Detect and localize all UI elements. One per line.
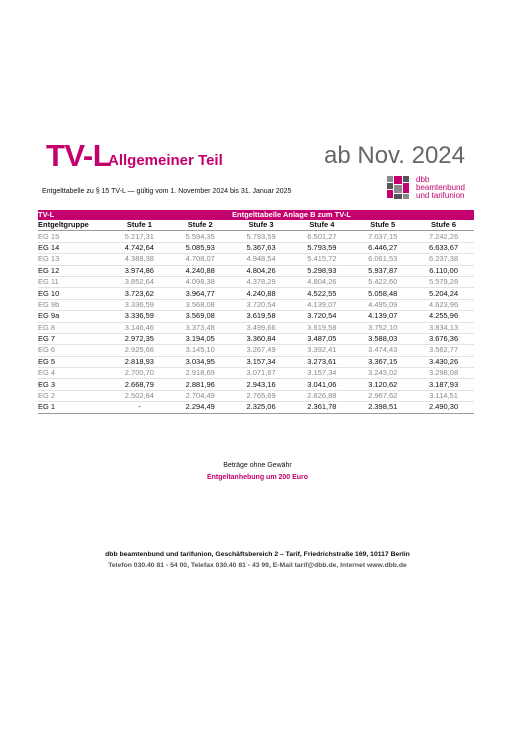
row-group-label: EG 15 bbox=[38, 231, 109, 242]
salary-cell: 5.367,63 bbox=[231, 242, 292, 253]
table-row bbox=[38, 254, 474, 265]
table-row bbox=[38, 345, 474, 356]
salary-cell: 3.373,48 bbox=[170, 322, 231, 333]
document-subtitle: Allgemeiner Teil bbox=[108, 152, 223, 169]
row-group-label: EG 11 bbox=[38, 276, 109, 287]
salary-cell: 6.446,27 bbox=[352, 242, 413, 253]
salary-cell: 2.818,93 bbox=[109, 356, 170, 367]
salary-cell: 2.972,35 bbox=[109, 333, 170, 344]
salary-cell: 3.588,03 bbox=[352, 333, 413, 344]
salary-cell: 2.398,51 bbox=[352, 402, 413, 413]
header-stufe-1: Stufe 1 bbox=[109, 220, 170, 231]
salary-cell: 7.037,15 bbox=[352, 231, 413, 242]
salary-cell: 4.495,09 bbox=[352, 299, 413, 310]
salary-cell: 5.594,35 bbox=[170, 231, 231, 242]
table-header-row bbox=[38, 220, 474, 231]
table-row bbox=[38, 311, 474, 322]
table-row bbox=[38, 333, 474, 344]
salary-cell: 2.704,49 bbox=[170, 390, 231, 401]
header-entgeltgruppe: Entgeltgruppe bbox=[38, 220, 109, 231]
salary-cell: 3.360,84 bbox=[231, 333, 292, 344]
salary-cell: 3.187,93 bbox=[413, 379, 474, 390]
header-stufe-5: Stufe 5 bbox=[352, 220, 413, 231]
row-group-label: EG 4 bbox=[38, 368, 109, 379]
header-stufe-2: Stufe 2 bbox=[170, 220, 231, 231]
table-row bbox=[38, 276, 474, 287]
salary-cell: 5.579,28 bbox=[413, 276, 474, 287]
salary-cell: 6.633,67 bbox=[413, 242, 474, 253]
salary-cell: 2.826,88 bbox=[291, 390, 352, 401]
salary-cell: 3.146,46 bbox=[109, 322, 170, 333]
logo-text bbox=[416, 176, 465, 200]
salary-cell: 2.294,49 bbox=[170, 402, 231, 413]
salary-cell: 2.765,69 bbox=[231, 390, 292, 401]
salary-cell: 3.974,86 bbox=[109, 265, 170, 276]
salary-cell: 3.720,54 bbox=[291, 311, 352, 322]
salary-cell: 4.139,07 bbox=[352, 311, 413, 322]
table-row bbox=[38, 390, 474, 401]
salary-cell: 2.943,16 bbox=[231, 379, 292, 390]
footer-address: dbb beamtenbund und tarifunion, Geschäftsbereich 2 – Tarif, Friedrichstraße 169, 10117 Berlin bbox=[105, 551, 410, 558]
salary-cell: 5.058,48 bbox=[352, 288, 413, 299]
salary-cell: 5.204,24 bbox=[413, 288, 474, 299]
salary-cell: 2.967,62 bbox=[352, 390, 413, 401]
row-group-label: EG 12 bbox=[38, 265, 109, 276]
salary-cell: 3.752,10 bbox=[352, 322, 413, 333]
salary-cell: 4.388,38 bbox=[109, 254, 170, 265]
salary-cell: 3.676,36 bbox=[413, 333, 474, 344]
row-group-label: EG 9b bbox=[38, 299, 109, 310]
salary-cell: 4.804,26 bbox=[291, 276, 352, 287]
salary-cell: 6.501,27 bbox=[291, 231, 352, 242]
salary-cell: - bbox=[109, 402, 170, 413]
table-row bbox=[38, 265, 474, 276]
disclaimer-note: Beträge ohne Gewähr bbox=[223, 462, 292, 469]
logo-line-1: dbb bbox=[416, 175, 430, 184]
logo-squares-icon bbox=[387, 176, 411, 200]
table-row bbox=[38, 402, 474, 413]
salary-cell: 4.139,07 bbox=[291, 299, 352, 310]
table-row bbox=[38, 322, 474, 333]
salary-cell: 2.490,30 bbox=[413, 402, 474, 413]
salary-cell: 4.240,88 bbox=[231, 288, 292, 299]
salary-cell: 3.474,43 bbox=[352, 345, 413, 356]
salary-cell: 5.793,59 bbox=[231, 231, 292, 242]
salary-cell: 5.298,93 bbox=[291, 265, 352, 276]
salary-cell: 4.742,64 bbox=[109, 242, 170, 253]
row-group-label: EG 6 bbox=[38, 345, 109, 356]
salary-cell: 3.569,08 bbox=[170, 311, 231, 322]
table-row bbox=[38, 379, 474, 390]
salary-cell: 3.157,34 bbox=[231, 356, 292, 367]
salary-cell: 3.273,61 bbox=[291, 356, 352, 367]
dbb-logo bbox=[387, 176, 471, 200]
salary-cell: 4.804,26 bbox=[231, 265, 292, 276]
salary-cell: 3.145,10 bbox=[170, 345, 231, 356]
salary-cell: 3.243,02 bbox=[352, 368, 413, 379]
salary-cell: 2.668,79 bbox=[109, 379, 170, 390]
salary-cell: 4.378,29 bbox=[231, 276, 292, 287]
salary-cell: 7.242,26 bbox=[413, 231, 474, 242]
table-row bbox=[38, 288, 474, 299]
salary-cell: 4.522,55 bbox=[291, 288, 352, 299]
row-group-label: EG 2 bbox=[38, 390, 109, 401]
salary-cell: 3.723,62 bbox=[109, 288, 170, 299]
salary-cell: 5.793,59 bbox=[291, 242, 352, 253]
row-group-label: EG 14 bbox=[38, 242, 109, 253]
table-row bbox=[38, 356, 474, 367]
salary-cell: 3.034,95 bbox=[170, 356, 231, 367]
salary-cell: 4.098,38 bbox=[170, 276, 231, 287]
salary-cell: 3.336,59 bbox=[109, 311, 170, 322]
salary-cell: 3.336,59 bbox=[109, 299, 170, 310]
salary-cell: 3.120,62 bbox=[352, 379, 413, 390]
row-group-label: EG 3 bbox=[38, 379, 109, 390]
row-group-label: EG 1 bbox=[38, 402, 109, 413]
salary-cell: 4.948,54 bbox=[231, 254, 292, 265]
salary-cell: 3.298,08 bbox=[413, 368, 474, 379]
header-stufe-6: Stufe 6 bbox=[413, 220, 474, 231]
salary-cell: 2.918,69 bbox=[170, 368, 231, 379]
logo-line-3: und tarifunion bbox=[416, 191, 465, 200]
salary-cell: 3.367,15 bbox=[352, 356, 413, 367]
salary-cell: 3.194,05 bbox=[170, 333, 231, 344]
salary-cell: 3.720,54 bbox=[231, 299, 292, 310]
salary-cell: 2.502,84 bbox=[109, 390, 170, 401]
salary-cell: 3.964,77 bbox=[170, 288, 231, 299]
salary-cell: 3.619,58 bbox=[291, 322, 352, 333]
row-group-label: EG 7 bbox=[38, 333, 109, 344]
document-title: TV-L bbox=[46, 138, 112, 173]
salary-cell: 3.392,41 bbox=[291, 345, 352, 356]
salary-cell: 3.487,05 bbox=[291, 333, 352, 344]
table-row bbox=[38, 299, 474, 310]
footer-contact: Telefon 030.40 81 - 54 00, Telefax 030.40 81 - 43 99, E-Mail tarif@dbb.de, Internet www.dbb.de bbox=[108, 562, 407, 569]
table-bar-left: TV-L bbox=[38, 210, 109, 220]
header-stufe-3: Stufe 3 bbox=[231, 220, 292, 231]
salary-table bbox=[38, 210, 474, 414]
logo-line-2: beamtenbund bbox=[416, 183, 465, 192]
row-group-label: EG 5 bbox=[38, 356, 109, 367]
row-group-label: EG 9a bbox=[38, 311, 109, 322]
row-group-label: EG 8 bbox=[38, 322, 109, 333]
salary-cell: 6.061,53 bbox=[352, 254, 413, 265]
row-group-label: EG 13 bbox=[38, 254, 109, 265]
salary-cell: 3.562,77 bbox=[413, 345, 474, 356]
salary-cell: 4.708,07 bbox=[170, 254, 231, 265]
salary-cell: 4.623,96 bbox=[413, 299, 474, 310]
salary-cell: 2.881,96 bbox=[170, 379, 231, 390]
salary-cell: 5.415,72 bbox=[291, 254, 352, 265]
salary-cell: 5.422,60 bbox=[352, 276, 413, 287]
salary-cell: 3.568,08 bbox=[170, 299, 231, 310]
salary-cell: 3.267,49 bbox=[231, 345, 292, 356]
salary-cell: 2.700,70 bbox=[109, 368, 170, 379]
salary-cell: 3.852,64 bbox=[109, 276, 170, 287]
salary-cell: 6.110,00 bbox=[413, 265, 474, 276]
table-title-bar bbox=[38, 210, 474, 220]
salary-cell: 2.361,78 bbox=[291, 402, 352, 413]
salary-cell: 3.157,34 bbox=[291, 368, 352, 379]
table-row bbox=[38, 242, 474, 253]
salary-cell: 4.255,96 bbox=[413, 311, 474, 322]
salary-cell: 5.085,93 bbox=[170, 242, 231, 253]
header-stufe-4: Stufe 4 bbox=[291, 220, 352, 231]
salary-cell: 3.834,13 bbox=[413, 322, 474, 333]
salary-cell: 3.619,58 bbox=[231, 311, 292, 322]
salary-cell: 3.041,06 bbox=[291, 379, 352, 390]
table-bar-title: Entgelttabelle Anlage B zum TV-L bbox=[232, 210, 351, 219]
salary-cell: 2.325,06 bbox=[231, 402, 292, 413]
salary-cell: 3.071,67 bbox=[231, 368, 292, 379]
increase-note: Entgeltanhebung um 200 Euro bbox=[206, 474, 309, 481]
salary-cell: 3.430,26 bbox=[413, 356, 474, 367]
table-row bbox=[38, 231, 474, 242]
salary-cell: 5.937,87 bbox=[352, 265, 413, 276]
salary-cell: 6.237,38 bbox=[413, 254, 474, 265]
validity-date: ab Nov. 2024 bbox=[324, 142, 465, 169]
salary-cell: 2.925,66 bbox=[109, 345, 170, 356]
salary-cell: 5.217,31 bbox=[109, 231, 170, 242]
salary-cell: 4.240,88 bbox=[170, 265, 231, 276]
table-description: Entgelttabelle zu § 15 TV-L — gültig vom 1. November 2024 bis 31. Januar 2025 bbox=[42, 188, 292, 195]
table-row bbox=[38, 368, 474, 379]
salary-cell: 3.114,51 bbox=[413, 390, 474, 401]
row-group-label: EG 10 bbox=[38, 288, 109, 299]
salary-cell: 3.499,66 bbox=[231, 322, 292, 333]
